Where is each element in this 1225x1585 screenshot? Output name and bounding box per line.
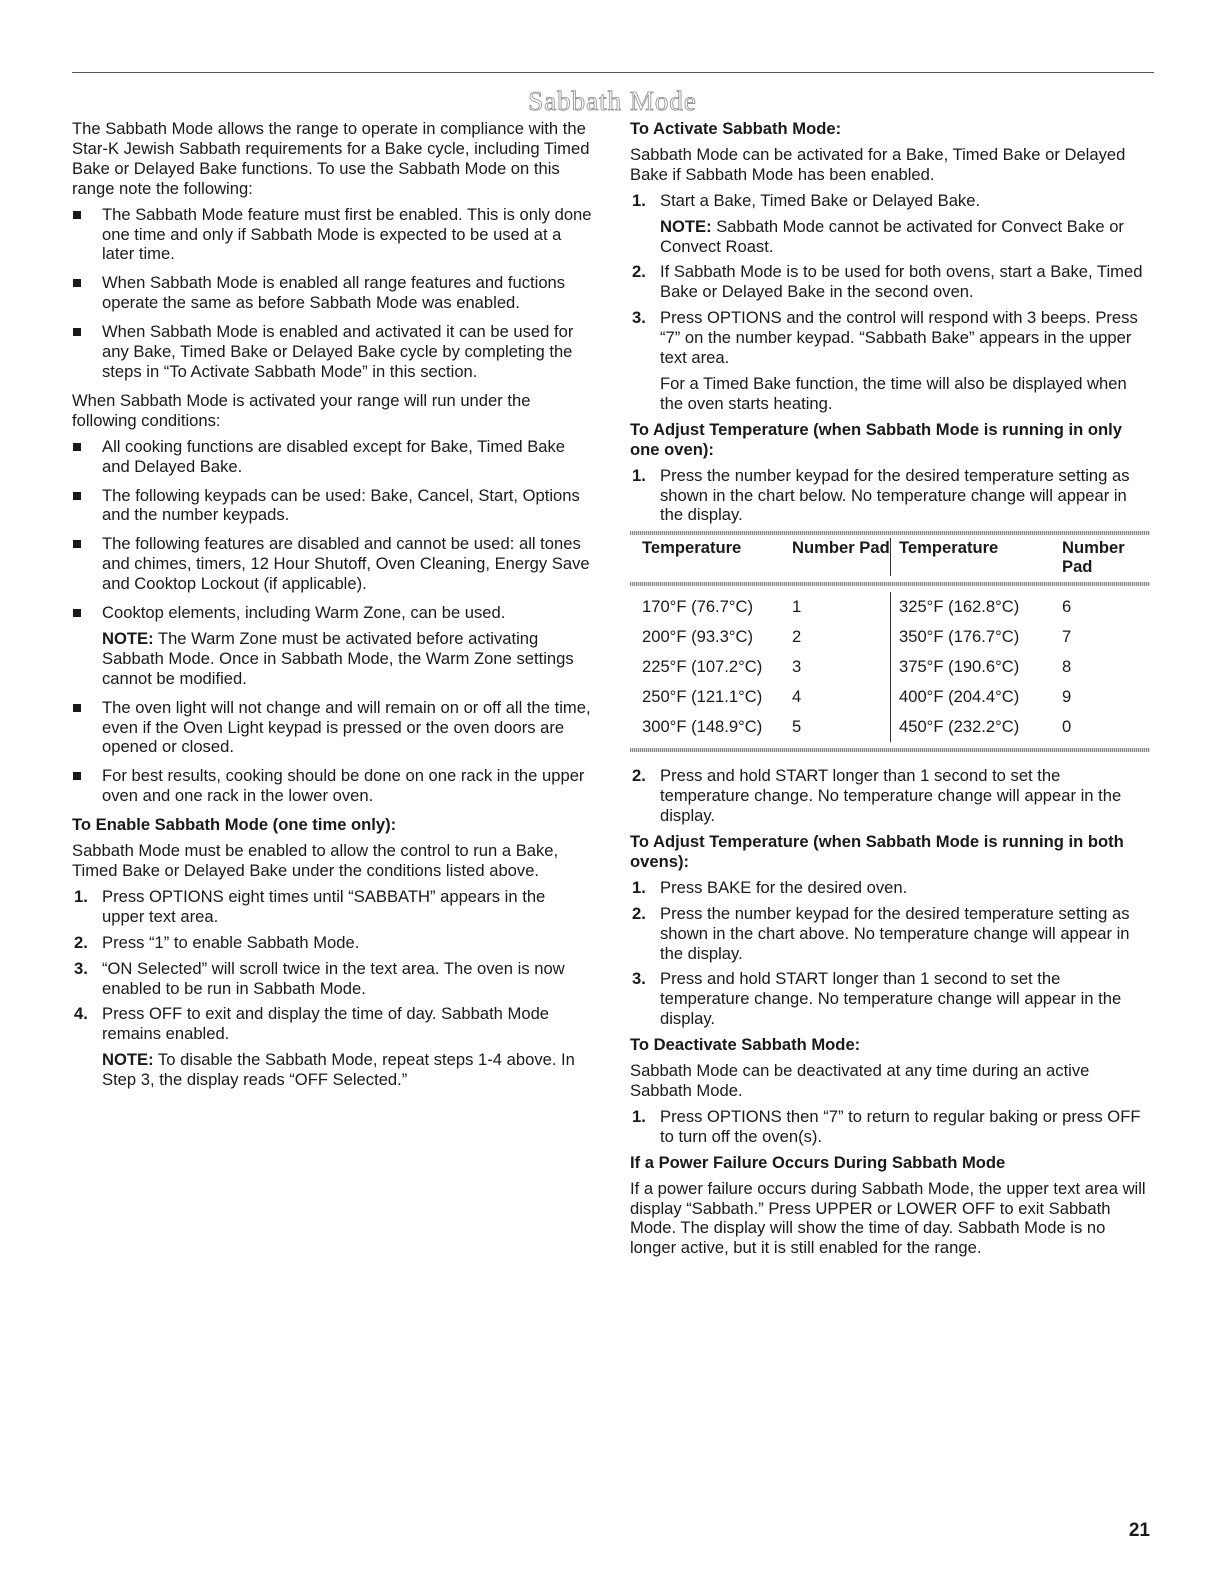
activate-steps [630, 191, 1150, 414]
table-cell: 300°F (148.9°C) [642, 717, 763, 737]
step-item [630, 969, 1150, 1029]
note-text: To disable the Sabbath Mode, repeat steps 1-4 above. In Step 3, the display reads “OFF Selected.” [102, 1050, 575, 1090]
activate-heading: To Activate Sabbath Mode: [630, 119, 842, 138]
step-item [72, 933, 592, 953]
list-item: The oven light will not change and will remain on or off all the time, even if the Oven Light keypad is pressed or the oven doors are opened or closed. [72, 698, 592, 758]
step-number: 1. [632, 1106, 646, 1126]
step-item [630, 1107, 1150, 1147]
step-number: 4. [74, 1004, 88, 1024]
step-item [72, 1004, 592, 1090]
list-item-text: Cooktop elements, including Warm Zone, can be used. [102, 603, 506, 623]
top-rule [72, 72, 1154, 73]
conditions-intro: When Sabbath Mode is activated your range will run under the following conditions: [72, 390, 531, 430]
enable-intro: Sabbath Mode must be enabled to allow the control to run a Bake, Timed Bake or Delayed Bake under the conditions listed above. [72, 841, 559, 880]
step-number: 2. [74, 932, 88, 952]
list-item: The following features are disabled and cannot be used: all tones and chimes, timers, 12 Hour Shutoff, Oven Cleaning, Energy Save and Cooktop Lockout (if applicable). [72, 534, 592, 594]
table-cell: 400°F (204.4°C) [890, 682, 1062, 712]
step-item [630, 766, 1150, 826]
table-cell: 3 [792, 657, 802, 677]
list-item: The following keypads can be used: Bake, Cancel, Start, Options and the number keypads. [72, 486, 592, 526]
header-number-pad: Number Pad [792, 538, 890, 558]
list-item: All cooking functions are disabled except for Bake, Timed Bake and Delayed Bake. [72, 437, 592, 477]
step-text: “ON Selected” will scroll twice in the text area. The oven is now enabled to be run in Sabbath Mode. [102, 958, 565, 998]
enable-heading: To Enable Sabbath Mode (one time only): [72, 815, 397, 835]
table-cell: 250°F (121.1°C) [642, 687, 763, 707]
step-item [72, 959, 592, 999]
deactivate-steps [630, 1107, 1150, 1147]
table-cell: 1 [792, 597, 802, 617]
step-number: 1. [632, 465, 646, 485]
step-number: 3. [632, 308, 646, 328]
header-temperature: Temperature [642, 538, 742, 558]
step-item [630, 466, 1150, 526]
table-cell: 350°F (176.7°C) [890, 622, 1062, 652]
step-number: 3. [74, 958, 88, 978]
disable-note [102, 1050, 592, 1090]
deactivate-intro: Sabbath Mode can be deactivated at any time during an active Sabbath Mode. [630, 1061, 1090, 1100]
table-row [630, 652, 1150, 682]
table-cell: 0 [1062, 717, 1072, 737]
note-label: NOTE: [660, 216, 712, 236]
table-cell: 450°F (232.2°C) [890, 712, 1062, 742]
table-cell: 2 [792, 627, 802, 647]
list-item: For best results, cooking should be done on one rack in the upper oven and one rack in the lower oven. [72, 766, 592, 806]
right-column [630, 119, 1150, 1264]
table-cell: 225°F (107.2°C) [642, 657, 763, 677]
convect-note [660, 217, 1150, 257]
note-text: The Warm Zone must be activated before activating Sabbath Mode. Once in Sabbath Mode, the Warm Zone settings cannot be modified. [102, 628, 574, 688]
step-number: 1. [74, 886, 88, 906]
deactivate-heading: To Deactivate Sabbath Mode: [630, 1035, 861, 1055]
table-row [630, 622, 1150, 652]
table-cell: 8 [1062, 657, 1072, 677]
note-label: NOTE: [102, 1050, 154, 1070]
table-row [630, 682, 1150, 712]
intro-paragraph: The Sabbath Mode allows the range to operate in compliance with the Star-K Jewish Sabbath requirements for a Bake cycle, including Timed Bake or Delayed Bake functions. To use the Sabbath Mode on this range note the following: [72, 119, 590, 198]
table-bottom-band [630, 748, 1150, 752]
page-title: Sabbath Mode [528, 86, 697, 116]
header-temperature: Temperature [890, 538, 1062, 576]
table-cell: 200°F (93.3°C) [642, 627, 754, 647]
step-text: Press the number keypad for the desired temperature setting as shown in the chart below. No temperature change will appear in the display. [660, 465, 1130, 525]
step-number: 2. [632, 262, 646, 282]
page-number: 21 [1128, 1520, 1150, 1541]
step-text: Press OPTIONS eight times until “SABBATH” appears in the upper text area. [102, 886, 546, 926]
enable-notes-list [72, 205, 592, 382]
adjust-one-steps [630, 466, 1150, 526]
note-text: Sabbath Mode cannot be activated for Convect Bake or Convect Roast. [660, 216, 1124, 256]
adjust-both-steps [630, 878, 1150, 1029]
table-cell: 325°F (162.8°C) [890, 592, 1062, 622]
table-row [630, 712, 1150, 742]
warm-zone-note [102, 629, 592, 689]
step-item [630, 191, 1150, 257]
header-number-pad: Number Pad [1062, 538, 1125, 577]
table-cell: 170°F (76.7°C) [642, 597, 754, 617]
table-cell: 5 [792, 717, 802, 737]
step-text: Press “1” to enable Sabbath Mode. [102, 932, 360, 952]
step-number: 1. [632, 190, 646, 210]
step-text: Press BAKE for the desired oven. [660, 877, 908, 897]
timed-bake-note: For a Timed Bake function, the time will also be displayed when the oven starts heating. [660, 373, 1127, 413]
left-column [72, 119, 592, 1096]
step-item [630, 904, 1150, 964]
table-header-row [630, 535, 1150, 582]
list-item: The Sabbath Mode feature must first be enabled. This is only done one time and only if Sabbath Mode is expected to be used at a later time. [72, 205, 592, 265]
adjust-one-steps-cont [630, 766, 1150, 826]
step-number: 2. [632, 766, 646, 786]
step-number: 2. [632, 903, 646, 923]
activate-intro: Sabbath Mode can be activated for a Bake, Timed Bake or Delayed Bake if Sabbath Mode has been enabled. [630, 144, 1126, 184]
step-text: Start a Bake, Timed Bake or Delayed Bake. [660, 190, 981, 210]
table-cell: 375°F (190.6°C) [890, 652, 1062, 682]
adjust-both-heading: To Adjust Temperature (when Sabbath Mode is running in both ovens): [630, 832, 1124, 871]
step-text: Press the number keypad for the desired temperature setting as shown in the chart above. No temperature change will appear in the display. [660, 903, 1130, 963]
table-row [630, 592, 1150, 622]
note-label: NOTE: [102, 628, 154, 648]
list-item: When Sabbath Mode is enabled all range features and fuctions operate the same as before Sabbath Mode was enabled. [72, 273, 592, 313]
step-item [630, 308, 1150, 414]
list-item: When Sabbath Mode is enabled and activated it can be used for any Bake, Timed Bake or Delayed Bake cycle by completing the steps in “To Activate Sabbath Mode” in this section. [72, 322, 592, 382]
enable-steps [72, 887, 592, 1090]
step-text: Press and hold START longer than 1 second to set the temperature change. No temperature change will appear in the display. [660, 969, 1122, 1029]
table-cell: 7 [1062, 627, 1072, 647]
power-failure-heading: If a Power Failure Occurs During Sabbath Mode [630, 1152, 1006, 1172]
table-cell: 4 [792, 687, 802, 707]
conditions-list [72, 437, 592, 807]
list-item [72, 603, 592, 689]
step-text: Press OPTIONS and the control will respond with 3 beeps. Press “7” on the number keypad. “Sabbath Bake” appears in the upper text area. [660, 308, 1138, 368]
step-text: Press OFF to exit and display the time of day. Sabbath Mode remains enabled. [102, 1004, 550, 1044]
power-failure-text: If a power failure occurs during Sabbath Mode, the upper text area will display “Sabbath.” Press UPPER or LOWER OFF to exit Sabbath Mode. The display will show the time of day. Sabbath Mode is no longer active, but it is still enabled for the range. [630, 1178, 1146, 1258]
table-cell: 6 [1062, 597, 1072, 617]
step-item [630, 262, 1150, 302]
table-cell: 9 [1062, 687, 1072, 707]
temperature-table [630, 531, 1150, 752]
step-text: If Sabbath Mode is to be used for both ovens, start a Bake, Timed Bake or Delayed Bake in the second oven. [660, 262, 1143, 302]
step-number: 1. [632, 877, 646, 897]
step-text: Press and hold START longer than 1 second to set the temperature change. No temperature change will appear in the display. [660, 766, 1122, 826]
step-text: Press OPTIONS then “7” to return to regular baking or press OFF to turn off the oven(s). [660, 1106, 1141, 1146]
table-body [630, 586, 1150, 748]
step-item [630, 878, 1150, 898]
adjust-one-heading: To Adjust Temperature (when Sabbath Mode is running in only one oven): [630, 419, 1122, 459]
step-number: 3. [632, 969, 646, 989]
step-item [72, 887, 592, 927]
